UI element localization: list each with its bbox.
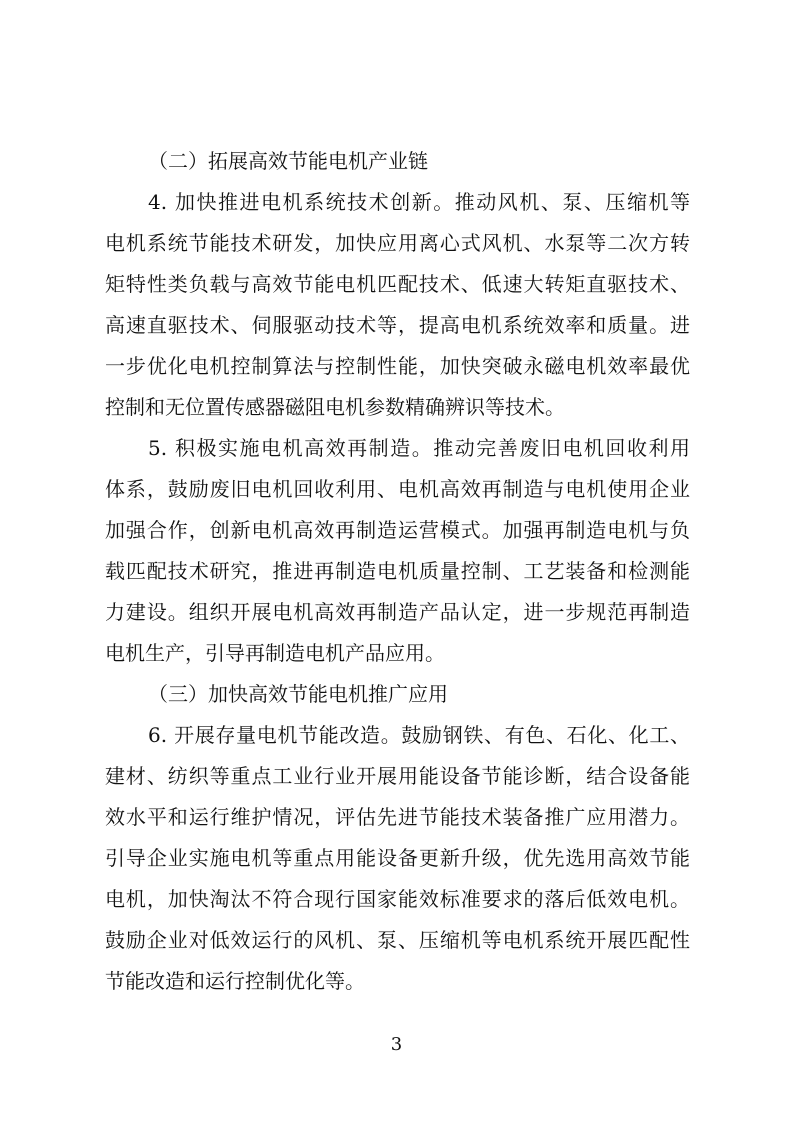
paragraph-5-line-5: 力建设。组织开展电机高效再制造产品认定，进一步规范再制造 [105, 600, 690, 624]
paragraph-4-line-6: 控制和无位置传感器磁阻电机参数精确辨识等技术。 [105, 395, 565, 419]
paragraph-6-line-6: 鼓励企业对低效运行的风机、泵、压缩机等电机系统开展匹配性 [105, 928, 690, 952]
paragraph-6-line-5: 电机，加快淘汰不符合现行国家能效标准要求的落后低效电机。 [105, 887, 690, 911]
paragraph-5-line-6: 电机生产，引导再制造电机产品应用。 [105, 641, 445, 665]
paragraph-5-line-3: 加强合作，创新电机高效再制造运营模式。加强再制造电机与负 [105, 518, 690, 542]
paragraph-5-line-4: 载匹配技术研究，推进再制造电机质量控制、工艺装备和检测能 [105, 559, 690, 583]
paragraph-6-line-7: 节能改造和运行控制优化等。 [105, 969, 365, 993]
paragraph-4-line-1: 4. 加快推进电机系统技术创新。推动风机、泵、压缩机等 [148, 190, 690, 214]
paragraph-6-line-3: 效水平和运行维护情况，评估先进节能技术装备推广应用潜力。 [105, 805, 690, 829]
paragraph-4-line-5: 一步优化电机控制算法与控制性能，加快突破永磁电机效率最优 [105, 354, 690, 378]
paragraph-6-line-4: 引导企业实施电机等重点用能设备更新升级，优先选用高效节能 [105, 846, 690, 870]
paragraph-4-line-3: 矩特性类负载与高效节能电机匹配技术、低速大转矩直驱技术、 [105, 272, 690, 296]
page-number: 3 [390, 1034, 403, 1055]
section-heading-2: （二）拓展高效节能电机产业链 [148, 149, 428, 173]
paragraph-4-line-2: 电机系统节能技术研发，加快应用离心式风机、水泵等二次方转 [105, 231, 690, 255]
paragraph-5-line-2: 体系，鼓励废旧电机回收利用、电机高效再制造与电机使用企业 [105, 477, 690, 501]
section-heading-3: （三）加快高效节能电机推广应用 [148, 682, 448, 706]
paragraph-6-line-2: 建材、纺织等重点工业行业开展用能设备节能诊断，结合设备能 [105, 764, 690, 788]
paragraph-6-line-1: 6. 开展存量电机节能改造。鼓励钢铁、有色、石化、化工、 [148, 723, 690, 747]
paragraph-4-line-4: 高速直驱技术、伺服驱动技术等，提高电机系统效率和质量。进 [105, 313, 690, 337]
paragraph-5-line-1: 5. 积极实施电机高效再制造。推动完善废旧电机回收利用 [148, 436, 690, 460]
